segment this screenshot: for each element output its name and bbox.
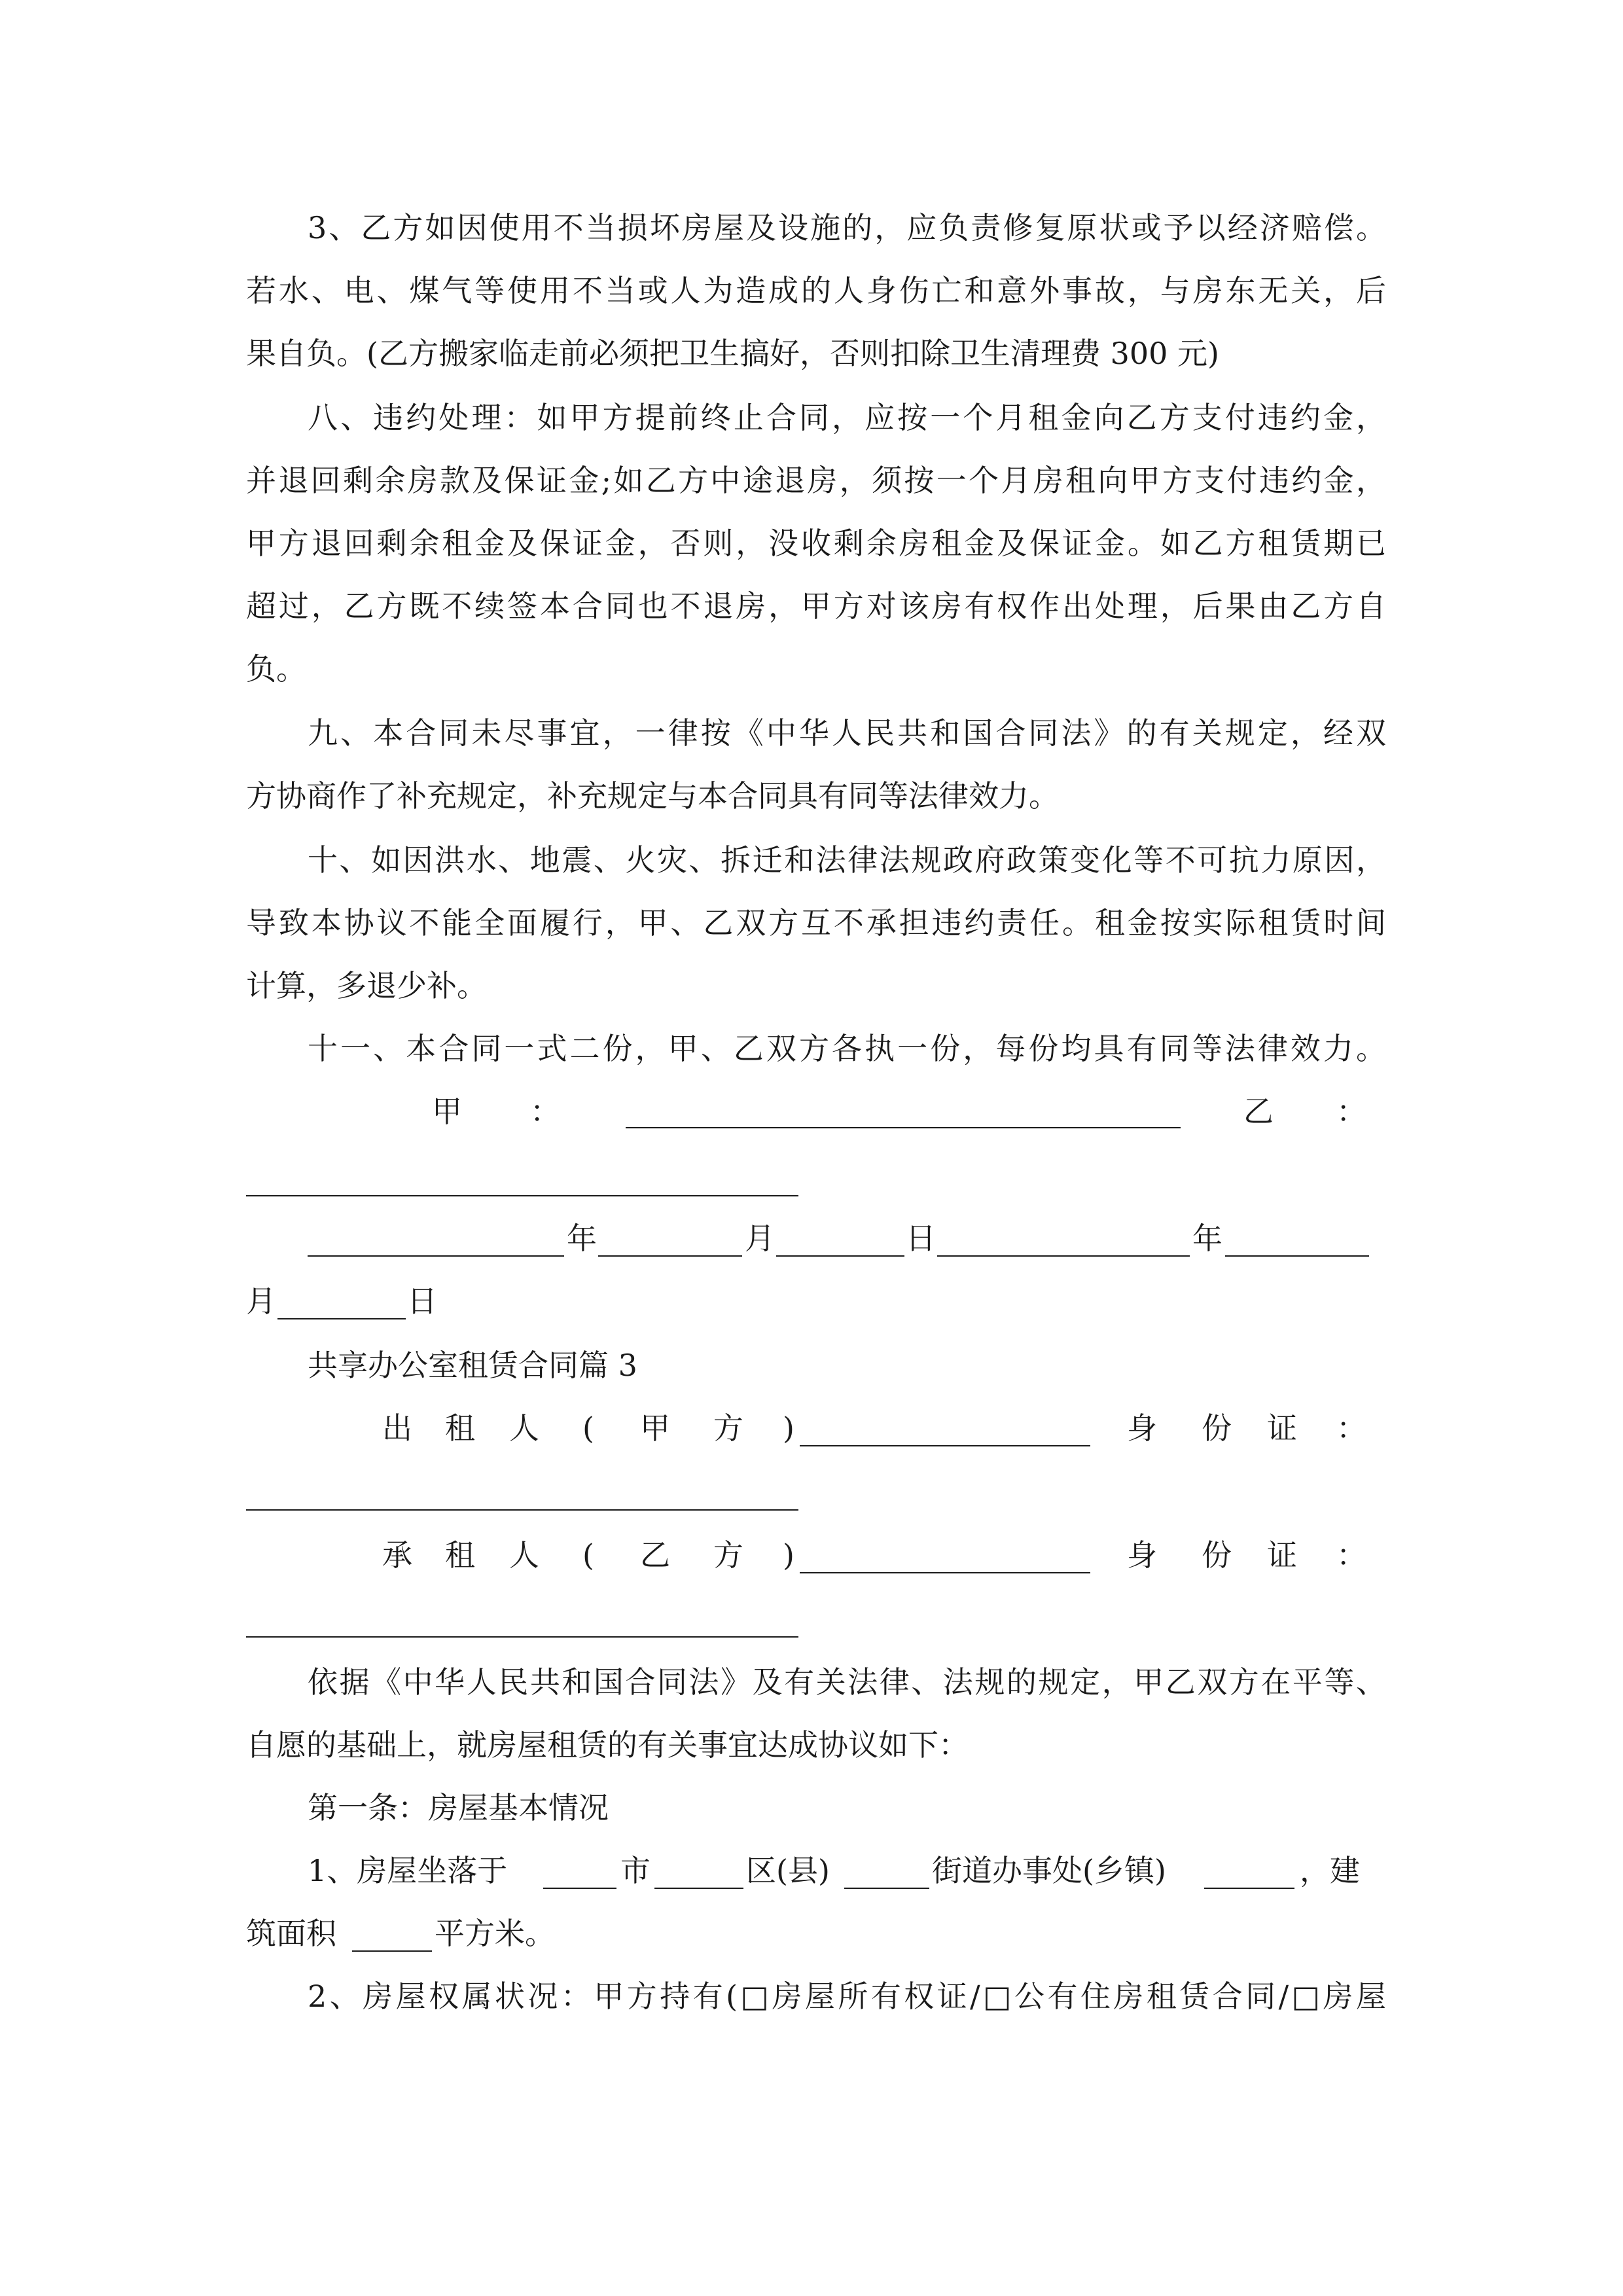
lessor-name-blank — [800, 1445, 1090, 1446]
ownership-line1: 2、房屋权属状况：甲方持有(□房屋所有权证/□公有住房租赁合同/□房屋 — [308, 1979, 1386, 2014]
party-a-colon: ： — [530, 1094, 560, 1129]
location-city-label: 市 — [620, 1853, 651, 1888]
party-b-day-label: 日 — [407, 1283, 437, 1319]
party-a-day-blank — [776, 1255, 904, 1257]
lessee-char2: 租 — [445, 1537, 475, 1573]
lessor-char1: 出 — [382, 1410, 412, 1446]
area-blank — [352, 1950, 432, 1952]
basis-line1: 依据《中华人民共和国合同法》及有关法律、法规的规定，甲乙双方在平等、 — [308, 1664, 1386, 1700]
lessor-char3: 人 — [509, 1410, 539, 1446]
lessor-id-colon: ： — [1336, 1410, 1366, 1446]
location-street-label: 街道办事处(乡镇) — [932, 1853, 1166, 1888]
lessor-id-char1: 身 — [1127, 1410, 1157, 1446]
lessor-open-paren: ( — [582, 1410, 594, 1446]
lessee-id-colon: ： — [1336, 1537, 1366, 1573]
clause9-line1: 九、本合同未尽事宜，一律按《中华人民共和国合同法》的有关规定，经双 — [308, 715, 1386, 751]
party-b-label: 乙 — [1243, 1094, 1274, 1129]
location-prefix: 1、房屋坐落于 — [308, 1853, 508, 1888]
lessor-role2: 方 — [713, 1410, 743, 1446]
clause3-line3: 果自负。(乙方搬家临走前必须把卫生搞好，否则扣除卫生清理费 300 元) — [246, 336, 1219, 371]
section-title: 共享办公室租赁合同篇 3 — [308, 1348, 637, 1383]
location-city-blank — [543, 1888, 616, 1889]
clause10-line1: 十、如因洪水、地震、火灾、拆迁和法律法规政府政策变化等不可抗力原因， — [308, 842, 1386, 878]
lessee-role: 乙 — [640, 1537, 670, 1573]
lessee-id-char3: 证 — [1267, 1537, 1297, 1573]
lessor-char2: 租 — [445, 1410, 475, 1446]
location-suffix: ，建 — [1300, 1853, 1360, 1888]
party-b-colon: ： — [1336, 1094, 1366, 1129]
lessee-id-blank — [246, 1636, 798, 1638]
party-b-year-label: 年 — [1192, 1221, 1222, 1256]
lessor-id-char2: 份 — [1202, 1410, 1232, 1446]
clause3-line2: 若水、电、煤气等使用不当或人为造成的人身伤亡和意外事故，与房东无关，后 — [246, 273, 1386, 308]
area-label: 筑面积 — [246, 1916, 336, 1951]
location-district-blank — [654, 1888, 743, 1889]
basis-line2: 自愿的基础上，就房屋租赁的有关事宜达成协议如下： — [246, 1727, 969, 1763]
clause9-line2: 方协商作了补充规定，补充规定与本合同具有同等法律效力。 — [246, 778, 1059, 814]
lessee-role2: 方 — [713, 1537, 743, 1573]
lessee-open-paren: ( — [582, 1537, 594, 1573]
clause10-line3: 计算，多退少补。 — [246, 968, 487, 1003]
clause8-line5: 负。 — [246, 651, 306, 687]
lessee-char3: 人 — [509, 1537, 539, 1573]
party-a-label: 甲 — [432, 1094, 462, 1129]
party-b-month-blank — [1225, 1255, 1369, 1257]
lessor-id-blank — [246, 1509, 798, 1511]
location-street-blank — [844, 1888, 929, 1889]
location-district-label: 区(县) — [746, 1853, 830, 1888]
party-b-signature-line — [246, 1195, 798, 1196]
party-b-year-blank — [937, 1255, 1190, 1257]
area-unit: 平方米。 — [435, 1916, 555, 1951]
clause11-line1: 十一、本合同一式二份，甲、乙双方各执一份，每份均具有同等法律效力。 — [308, 1031, 1386, 1066]
clause10-line2: 导致本协议不能全面履行，甲、乙双方互不承担违约责任。租金按实际租赁时间 — [246, 905, 1386, 941]
lessor-close-paren: ) — [783, 1410, 794, 1446]
party-a-day-label: 日 — [906, 1221, 936, 1256]
clause8-line1: 八、违约处理：如甲方提前终止合同，应按一个月租金向乙方支付违约金， — [308, 400, 1386, 435]
clause8-line2: 并退回剩余房款及保证金;如乙方中途退房，须按一个月房租向甲方支付违约金， — [246, 463, 1386, 498]
party-b-day-blank — [277, 1318, 406, 1319]
lessee-close-paren: ) — [783, 1537, 794, 1573]
party-a-signature-line — [626, 1127, 1181, 1128]
clause8-line4: 超过，乙方既不续签本合同也不退房，甲方对该房有权作出处理，后果由乙方自 — [246, 588, 1386, 624]
party-b-month-label: 月 — [246, 1283, 276, 1319]
lessee-char1: 承 — [382, 1537, 412, 1573]
clause8-line3: 甲方退回剩余租金及保证金，否则，没收剩余房租金及保证金。如乙方租赁期已 — [246, 526, 1386, 561]
party-a-month-blank — [598, 1255, 742, 1257]
party-a-year-blank — [308, 1255, 564, 1257]
lessee-name-blank — [800, 1572, 1090, 1573]
article1-title: 第一条：房屋基本情况 — [308, 1790, 609, 1825]
lessor-id-char3: 证 — [1267, 1410, 1297, 1446]
location-town-blank — [1204, 1888, 1294, 1889]
lessee-id-char2: 份 — [1202, 1537, 1232, 1573]
clause3-line1: 3、乙方如因使用不当损坏房屋及设施的，应负责修复原状或予以经济赔偿。 — [308, 210, 1386, 245]
lessee-id-char1: 身 — [1127, 1537, 1157, 1573]
party-a-year-label: 年 — [567, 1221, 597, 1256]
party-a-month-label: 月 — [745, 1221, 775, 1256]
lessor-role: 甲 — [640, 1410, 670, 1446]
